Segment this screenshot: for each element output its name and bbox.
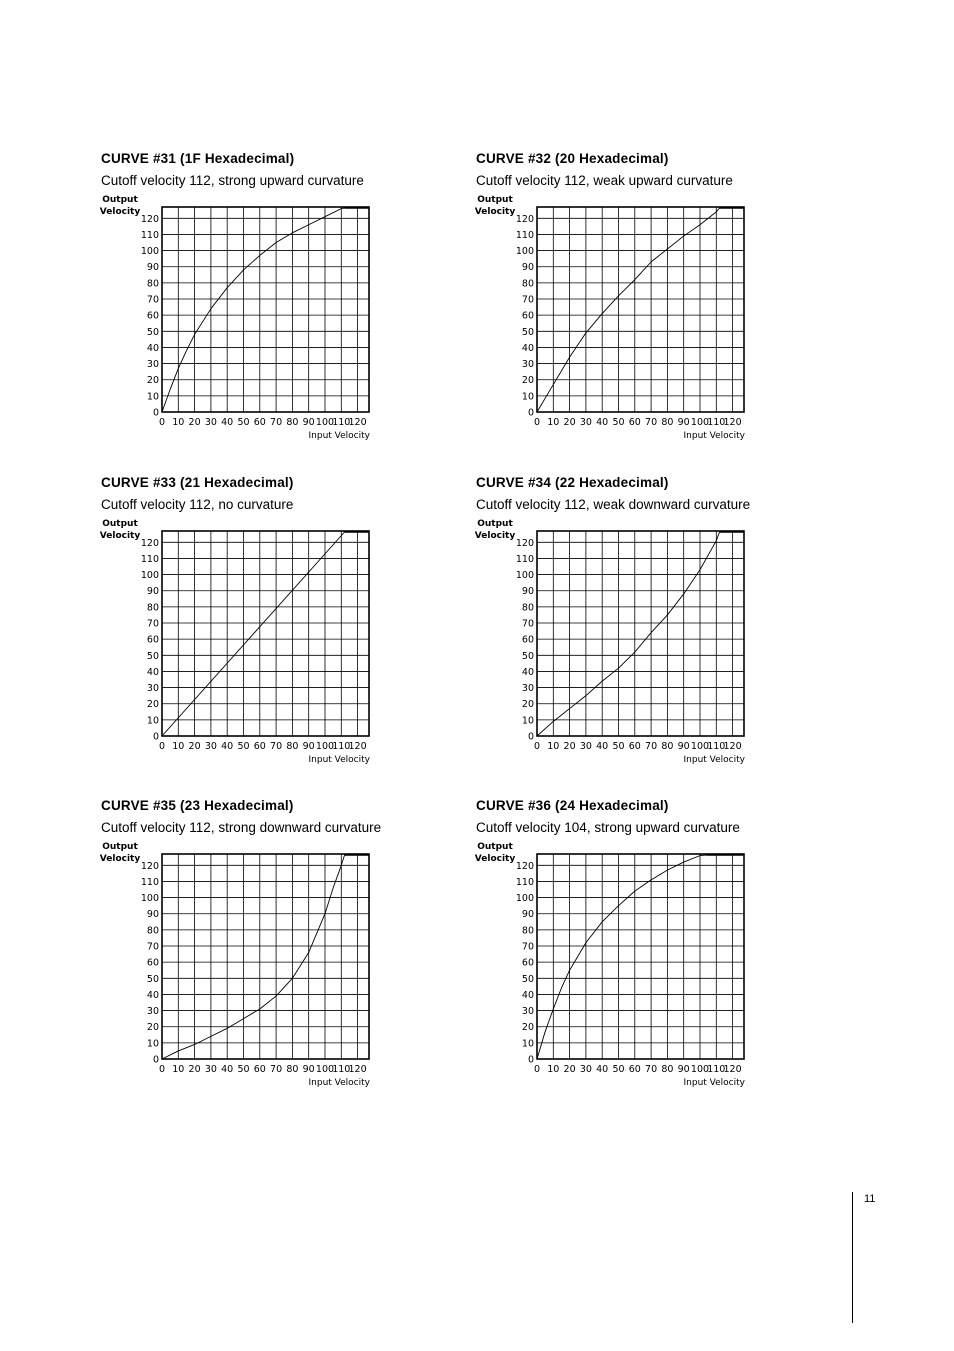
x-tick-label: 60: [628, 417, 641, 428]
chart-subtitle: Cutoff velocity 112, weak downward curvature: [476, 497, 751, 512]
x-tick-label: 40: [596, 417, 609, 428]
velocity-curve: [537, 208, 744, 412]
chart-subtitle: Cutoff velocity 112, no curvature: [101, 497, 294, 512]
x-tick-label: 90: [302, 741, 315, 752]
y-tick-label: 70: [146, 294, 159, 306]
y-tick-label: 70: [521, 618, 534, 630]
x-axis-label: Input Velocity: [683, 431, 745, 441]
x-tick-label: 30: [204, 417, 217, 428]
y-tick-label: 60: [146, 957, 159, 969]
y-tick-label: 0: [152, 731, 159, 743]
y-tick-label: 110: [515, 876, 534, 888]
y-tick-label: 100: [140, 570, 159, 582]
y-tick-label: 20: [146, 1022, 159, 1034]
x-tick-label: 0: [158, 417, 166, 428]
y-tick-label: 80: [146, 925, 159, 937]
x-tick-label: 120: [723, 741, 742, 752]
y-axis-label: Output: [477, 195, 513, 205]
x-tick-label: 90: [677, 417, 690, 428]
y-axis-label: Output: [102, 842, 138, 852]
x-tick-label: 60: [628, 741, 641, 752]
x-tick-label: 60: [628, 1064, 641, 1075]
page-number: 11: [864, 1193, 876, 1205]
x-tick-label: 10: [547, 741, 560, 752]
x-tick-label: 70: [270, 417, 283, 428]
y-tick-label: 30: [146, 359, 159, 371]
curve-34-chart: [476, 519, 776, 769]
y-tick-label: 20: [521, 1022, 534, 1034]
x-tick-label: 60: [253, 417, 266, 428]
x-tick-label: 20: [188, 417, 201, 428]
x-tick-label: 0: [533, 1064, 541, 1075]
y-tick-label: 110: [515, 553, 534, 565]
x-tick-label: 10: [172, 417, 185, 428]
plot-frame: [162, 531, 369, 736]
y-tick-label: 20: [521, 375, 534, 387]
x-tick-label: 80: [661, 741, 674, 752]
y-tick-label: 10: [521, 1038, 534, 1050]
y-tick-label: 60: [146, 310, 159, 322]
y-tick-label: 50: [146, 326, 159, 338]
x-tick-label: 40: [596, 1064, 609, 1075]
x-tick-label: 70: [645, 1064, 658, 1075]
velocity-curve: [537, 532, 744, 736]
y-tick-label: 110: [140, 229, 159, 241]
x-axis-label: Input Velocity: [308, 755, 370, 765]
y-tick-label: 70: [146, 941, 159, 953]
x-tick-label: 100: [315, 1064, 335, 1075]
x-tick-label: 80: [661, 417, 674, 428]
velocity-curve: [162, 855, 369, 1059]
y-tick-label: 10: [521, 715, 534, 727]
y-tick-label: 10: [146, 1038, 159, 1050]
x-tick-label: 70: [270, 1064, 283, 1075]
y-tick-label: 30: [521, 683, 534, 695]
chart-subtitle: Cutoff velocity 104, strong upward curvature: [476, 820, 740, 835]
y-tick-label: 0: [527, 1054, 534, 1066]
x-tick-label: 110: [332, 417, 351, 428]
x-tick-label: 100: [690, 741, 710, 752]
x-tick-label: 100: [315, 741, 335, 752]
x-tick-label: 50: [237, 1064, 250, 1075]
y-tick-label: 0: [152, 1054, 159, 1066]
x-tick-label: 50: [612, 1064, 625, 1075]
plot-frame: [537, 207, 744, 412]
y-tick-label: 90: [521, 586, 534, 598]
x-tick-label: 10: [172, 741, 185, 752]
y-tick-label: 100: [515, 570, 534, 582]
y-tick-label: 10: [146, 391, 159, 403]
x-tick-label: 20: [563, 741, 576, 752]
y-tick-label: 60: [521, 957, 534, 969]
x-tick-label: 10: [172, 1064, 185, 1075]
y-tick-label: 10: [146, 715, 159, 727]
x-tick-label: 40: [221, 1064, 234, 1075]
x-axis-label: Input Velocity: [683, 755, 745, 765]
velocity-curve: [162, 532, 369, 736]
y-tick-label: 100: [140, 893, 159, 905]
x-tick-label: 50: [237, 417, 250, 428]
x-tick-label: 90: [677, 1064, 690, 1075]
y-tick-label: 30: [521, 359, 534, 371]
y-tick-label: 0: [527, 731, 534, 743]
x-tick-label: 60: [253, 741, 266, 752]
y-axis-label: Velocity: [474, 207, 516, 217]
chart-title: CURVE #31 (1F Hexadecimal): [101, 151, 295, 166]
y-tick-label: 50: [521, 650, 534, 662]
x-tick-label: 120: [723, 1064, 742, 1075]
x-tick-label: 70: [270, 741, 283, 752]
chart-title: CURVE #33 (21 Hexadecimal): [101, 475, 294, 490]
x-axis-label: Input Velocity: [683, 1078, 745, 1088]
y-tick-label: 20: [146, 375, 159, 387]
velocity-curve: [162, 208, 369, 412]
y-tick-label: 30: [146, 683, 159, 695]
x-tick-label: 100: [690, 417, 710, 428]
y-tick-label: 70: [521, 941, 534, 953]
y-tick-label: 0: [527, 407, 534, 419]
chart-subtitle: Cutoff velocity 112, weak upward curvature: [476, 173, 733, 188]
x-tick-label: 0: [533, 741, 541, 752]
y-tick-label: 80: [521, 925, 534, 937]
x-tick-label: 50: [612, 741, 625, 752]
y-axis-label: Output: [102, 195, 138, 205]
y-tick-label: 80: [521, 602, 534, 614]
y-tick-label: 10: [521, 391, 534, 403]
x-tick-label: 80: [286, 1064, 299, 1075]
x-tick-label: 110: [707, 741, 726, 752]
x-tick-label: 70: [645, 417, 658, 428]
x-tick-label: 40: [596, 741, 609, 752]
y-tick-label: 40: [146, 666, 159, 678]
y-axis-label: Velocity: [99, 531, 141, 541]
y-axis-label: Output: [477, 842, 513, 852]
chart-title: CURVE #34 (22 Hexadecimal): [476, 475, 669, 490]
y-tick-label: 110: [140, 876, 159, 888]
y-tick-label: 110: [140, 553, 159, 565]
x-axis-label: Input Velocity: [308, 431, 370, 441]
x-tick-label: 20: [188, 741, 201, 752]
y-tick-label: 120: [515, 213, 534, 225]
x-tick-label: 60: [253, 1064, 266, 1075]
x-tick-label: 70: [645, 741, 658, 752]
y-tick-label: 50: [521, 973, 534, 985]
y-tick-label: 60: [521, 310, 534, 322]
x-tick-label: 30: [579, 1064, 592, 1075]
x-tick-label: 30: [579, 417, 592, 428]
y-tick-label: 120: [140, 537, 159, 549]
y-tick-label: 100: [515, 246, 534, 258]
y-axis-label: Velocity: [99, 207, 141, 217]
plot-frame: [537, 854, 744, 1059]
y-tick-label: 50: [146, 650, 159, 662]
y-tick-label: 40: [521, 989, 534, 1001]
x-tick-label: 40: [221, 741, 234, 752]
x-tick-label: 110: [707, 417, 726, 428]
y-tick-label: 120: [140, 860, 159, 872]
y-tick-label: 90: [146, 909, 159, 921]
curve-33-chart: [101, 519, 401, 769]
plot-frame: [537, 531, 744, 736]
y-tick-label: 120: [515, 860, 534, 872]
y-tick-label: 110: [515, 229, 534, 241]
chart-subtitle: Cutoff velocity 112, strong upward curvature: [101, 173, 364, 188]
x-tick-label: 30: [204, 1064, 217, 1075]
x-tick-label: 10: [547, 1064, 560, 1075]
y-axis-label: Velocity: [474, 531, 516, 541]
velocity-curve: [537, 855, 744, 1059]
y-tick-label: 40: [146, 342, 159, 354]
x-tick-label: 110: [332, 1064, 351, 1075]
y-tick-label: 70: [146, 618, 159, 630]
curve-32-chart: [476, 195, 776, 445]
x-tick-label: 90: [302, 1064, 315, 1075]
y-tick-label: 0: [152, 407, 159, 419]
page-margin-rule: [852, 1192, 853, 1323]
plot-frame: [162, 207, 369, 412]
x-tick-label: 20: [563, 417, 576, 428]
x-tick-label: 80: [286, 417, 299, 428]
y-axis-label: Velocity: [99, 854, 141, 864]
y-tick-label: 40: [521, 342, 534, 354]
chart-title: CURVE #36 (24 Hexadecimal): [476, 798, 669, 813]
y-tick-label: 100: [515, 893, 534, 905]
x-tick-label: 50: [612, 417, 625, 428]
y-tick-label: 20: [146, 699, 159, 711]
y-tick-label: 70: [521, 294, 534, 306]
y-tick-label: 80: [146, 602, 159, 614]
y-tick-label: 30: [521, 1006, 534, 1018]
y-tick-label: 40: [521, 666, 534, 678]
x-axis-label: Input Velocity: [308, 1078, 370, 1088]
x-tick-label: 30: [579, 741, 592, 752]
y-tick-label: 90: [146, 586, 159, 598]
y-tick-label: 80: [521, 278, 534, 290]
x-tick-label: 100: [690, 1064, 710, 1075]
x-tick-label: 0: [158, 741, 166, 752]
curve-36-chart: [476, 842, 776, 1092]
x-tick-label: 120: [348, 417, 367, 428]
x-tick-label: 120: [348, 741, 367, 752]
curve-35-chart: [101, 842, 401, 1092]
y-tick-label: 20: [521, 699, 534, 711]
y-tick-label: 30: [146, 1006, 159, 1018]
y-axis-label: Output: [102, 519, 138, 529]
x-tick-label: 110: [332, 741, 351, 752]
y-tick-label: 100: [140, 246, 159, 258]
y-tick-label: 40: [146, 989, 159, 1001]
y-axis-label: Output: [477, 519, 513, 529]
y-tick-label: 90: [521, 909, 534, 921]
y-tick-label: 50: [146, 973, 159, 985]
x-tick-label: 80: [286, 741, 299, 752]
chart-subtitle: Cutoff velocity 112, strong downward curvature: [101, 820, 382, 835]
y-tick-label: 60: [146, 634, 159, 646]
y-tick-label: 90: [521, 262, 534, 274]
x-tick-label: 110: [707, 1064, 726, 1075]
chart-title: CURVE #35 (23 Hexadecimal): [101, 798, 294, 813]
x-tick-label: 0: [533, 417, 541, 428]
y-axis-label: Velocity: [474, 854, 516, 864]
chart-title: CURVE #32 (20 Hexadecimal): [476, 151, 669, 166]
x-tick-label: 10: [547, 417, 560, 428]
y-tick-label: 50: [521, 326, 534, 338]
x-tick-label: 50: [237, 741, 250, 752]
y-tick-label: 90: [146, 262, 159, 274]
y-tick-label: 120: [140, 213, 159, 225]
x-tick-label: 100: [315, 417, 335, 428]
x-tick-label: 80: [661, 1064, 674, 1075]
x-tick-label: 120: [348, 1064, 367, 1075]
x-tick-label: 40: [221, 417, 234, 428]
x-tick-label: 90: [302, 417, 315, 428]
plot-frame: [162, 854, 369, 1059]
x-tick-label: 90: [677, 741, 690, 752]
x-tick-label: 120: [723, 417, 742, 428]
x-tick-label: 0: [158, 1064, 166, 1075]
y-tick-label: 60: [521, 634, 534, 646]
y-tick-label: 80: [146, 278, 159, 290]
y-tick-label: 120: [515, 537, 534, 549]
x-tick-label: 20: [563, 1064, 576, 1075]
curve-31-chart: [101, 195, 401, 445]
x-tick-label: 30: [204, 741, 217, 752]
x-tick-label: 20: [188, 1064, 201, 1075]
